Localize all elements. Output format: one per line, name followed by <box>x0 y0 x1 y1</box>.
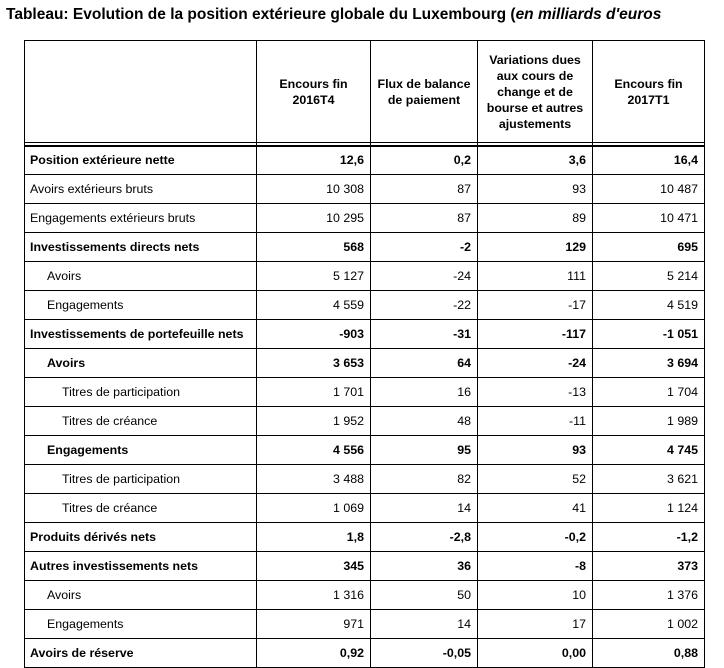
value-encours-2017t1: 373 <box>593 552 705 581</box>
value-encours-2017t1: 5 214 <box>593 262 705 291</box>
table-row <box>25 494 705 523</box>
value-encours-2017t1: -1,2 <box>593 523 705 552</box>
row-label: Engagements <box>25 436 257 465</box>
table-row <box>25 523 705 552</box>
row-label: Titres de participation <box>25 465 257 494</box>
value-variations: 41 <box>478 494 593 523</box>
value-variations: 89 <box>478 204 593 233</box>
value-flux: 14 <box>371 494 478 523</box>
value-variations: 17 <box>478 610 593 639</box>
value-encours-2017t1: 10 487 <box>593 175 705 204</box>
value-encours-2016t4: 12,6 <box>257 146 371 175</box>
table-row <box>25 204 705 233</box>
value-flux: -22 <box>371 291 478 320</box>
value-encours-2016t4: 3 488 <box>257 465 371 494</box>
value-variations: -17 <box>478 291 593 320</box>
table-row <box>25 378 705 407</box>
table-row <box>25 349 705 378</box>
value-flux: 14 <box>371 610 478 639</box>
row-label: Autres investissements nets <box>25 552 257 581</box>
header-label-column <box>25 41 257 143</box>
value-variations: -11 <box>478 407 593 436</box>
value-encours-2017t1: 16,4 <box>593 146 705 175</box>
value-variations: -117 <box>478 320 593 349</box>
value-flux: -24 <box>371 262 478 291</box>
value-encours-2016t4: 3 653 <box>257 349 371 378</box>
value-encours-2017t1: 695 <box>593 233 705 262</box>
table-row <box>25 610 705 639</box>
row-label: Avoirs extérieurs bruts <box>25 175 257 204</box>
value-variations: 111 <box>478 262 593 291</box>
value-encours-2016t4: 1 069 <box>257 494 371 523</box>
value-encours-2016t4: 10 308 <box>257 175 371 204</box>
value-flux: 48 <box>371 407 478 436</box>
row-label: Avoirs <box>25 349 257 378</box>
table-row <box>25 175 705 204</box>
value-flux: 82 <box>371 465 478 494</box>
row-label: Engagements extérieurs bruts <box>25 204 257 233</box>
table-title-unit: en milliards d'euros <box>515 6 662 23</box>
table-row <box>25 146 705 175</box>
value-variations: 93 <box>478 175 593 204</box>
value-flux: 0,2 <box>371 146 478 175</box>
value-encours-2017t1: 3 621 <box>593 465 705 494</box>
value-flux: 64 <box>371 349 478 378</box>
row-label: Produits dérivés nets <box>25 523 257 552</box>
row-label: Position extérieure nette <box>25 146 257 175</box>
row-label: Avoirs <box>25 581 257 610</box>
value-flux: 36 <box>371 552 478 581</box>
row-label: Investissements directs nets <box>25 233 257 262</box>
value-encours-2017t1: 10 471 <box>593 204 705 233</box>
row-label: Avoirs de réserve <box>25 639 257 668</box>
value-encours-2016t4: 4 559 <box>257 291 371 320</box>
row-label: Engagements <box>25 610 257 639</box>
value-encours-2017t1: 4 519 <box>593 291 705 320</box>
table-title-main: Tableau: Evolution de la position extérieure globale du Luxembourg ( <box>6 6 516 23</box>
value-flux: 87 <box>371 204 478 233</box>
value-encours-2017t1: 0,88 <box>593 639 705 668</box>
value-variations: 10 <box>478 581 593 610</box>
value-encours-2016t4: -903 <box>257 320 371 349</box>
value-encours-2016t4: 1 952 <box>257 407 371 436</box>
value-encours-2017t1: 1 124 <box>593 494 705 523</box>
value-encours-2016t4: 1,8 <box>257 523 371 552</box>
table-row <box>25 291 705 320</box>
value-encours-2017t1: 1 002 <box>593 610 705 639</box>
value-encours-2016t4: 971 <box>257 610 371 639</box>
value-encours-2017t1: 3 694 <box>593 349 705 378</box>
value-encours-2017t1: 4 745 <box>593 436 705 465</box>
table-row <box>25 233 705 262</box>
value-encours-2016t4: 1 316 <box>257 581 371 610</box>
value-encours-2016t4: 10 295 <box>257 204 371 233</box>
value-flux: -2,8 <box>371 523 478 552</box>
value-variations: 52 <box>478 465 593 494</box>
value-flux: -31 <box>371 320 478 349</box>
value-encours-2016t4: 5 127 <box>257 262 371 291</box>
header-variations: Variations dues aux cours de change et de bourse et autres ajustements <box>478 41 593 143</box>
value-variations: 93 <box>478 436 593 465</box>
value-encours-2017t1: -1 051 <box>593 320 705 349</box>
value-flux: 50 <box>371 581 478 610</box>
value-encours-2016t4: 568 <box>257 233 371 262</box>
row-label: Engagements <box>25 291 257 320</box>
value-flux: -2 <box>371 233 478 262</box>
value-variations: 129 <box>478 233 593 262</box>
table-row <box>25 552 705 581</box>
value-encours-2016t4: 1 701 <box>257 378 371 407</box>
header-encours-2017t1: Encours fin 2017T1 <box>593 41 705 143</box>
row-label: Titres de participation <box>25 378 257 407</box>
value-flux: -0,05 <box>371 639 478 668</box>
value-encours-2016t4: 4 556 <box>257 436 371 465</box>
table-row <box>25 581 705 610</box>
table-row <box>25 262 705 291</box>
table-row <box>25 407 705 436</box>
row-label: Avoirs <box>25 262 257 291</box>
header-encours-2016t4: Encours fin 2016T4 <box>257 41 371 143</box>
value-variations: 0,00 <box>478 639 593 668</box>
value-flux: 16 <box>371 378 478 407</box>
value-variations: -24 <box>478 349 593 378</box>
table-row <box>25 320 705 349</box>
value-encours-2017t1: 1 376 <box>593 581 705 610</box>
header-flux-balance: Flux de balance de paiement <box>371 41 478 143</box>
value-flux: 95 <box>371 436 478 465</box>
value-encours-2017t1: 1 989 <box>593 407 705 436</box>
value-encours-2016t4: 345 <box>257 552 371 581</box>
value-encours-2016t4: 0,92 <box>257 639 371 668</box>
value-variations: -8 <box>478 552 593 581</box>
table-row <box>25 639 705 668</box>
value-flux: 87 <box>371 175 478 204</box>
value-encours-2017t1: 1 704 <box>593 378 705 407</box>
table-header-row <box>25 41 705 143</box>
row-label: Titres de créance <box>25 494 257 523</box>
external-position-table <box>24 40 705 668</box>
value-variations: 3,6 <box>478 146 593 175</box>
value-variations: -0,2 <box>478 523 593 552</box>
row-label: Investissements de portefeuille nets <box>25 320 257 349</box>
table-row <box>25 465 705 494</box>
table-row <box>25 436 705 465</box>
row-label: Titres de créance <box>25 407 257 436</box>
table-title <box>6 6 661 24</box>
value-variations: -13 <box>478 378 593 407</box>
